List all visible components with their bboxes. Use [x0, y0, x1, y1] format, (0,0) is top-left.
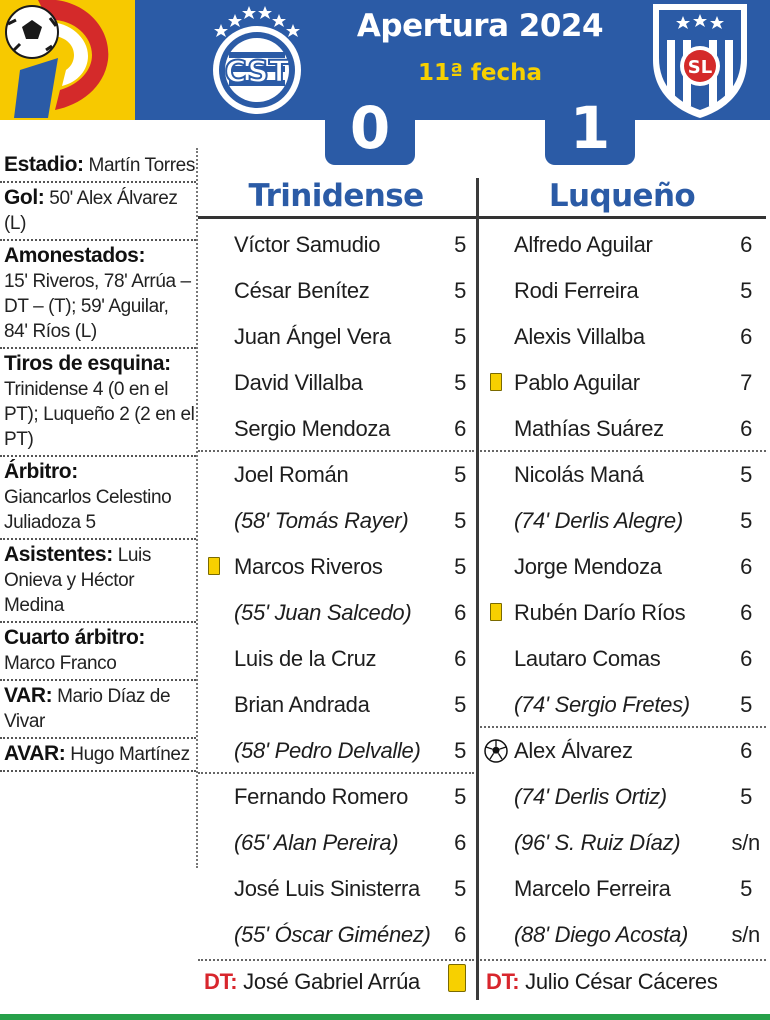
- svg-text:CST: CST: [224, 55, 290, 90]
- substitute-name: (96' S. Ruiz Díaz): [514, 830, 681, 855]
- coach-name: Julio César Cáceres: [525, 969, 718, 994]
- stat-value: Giancarlos Celestino Juliadoza 5: [4, 487, 172, 533]
- player-rating: 5: [454, 370, 466, 395]
- stat-value: 50' Alex Álvarez (L): [4, 188, 178, 234]
- stat-label: Asistentes:: [4, 543, 113, 566]
- player-rating: 5: [740, 692, 752, 717]
- lineup-row: [198, 222, 474, 268]
- stat-label: Gol:: [4, 186, 45, 209]
- substitute-name: (74' Derlis Ortiz): [514, 784, 667, 809]
- goal-ball-icon: [484, 739, 508, 763]
- player-rating: 6: [454, 646, 466, 671]
- stat-value: Martín Torres: [88, 155, 195, 176]
- player-name: Alfredo Aguilar: [514, 232, 653, 257]
- substitute-name: (88' Diego Acosta): [514, 922, 689, 947]
- player-rating: 6: [740, 416, 752, 441]
- player-name: Juan Ángel Vera: [234, 324, 391, 349]
- home-lineup: [198, 222, 474, 958]
- player-rating: 5: [740, 876, 752, 901]
- stat-label: Amonestados:: [4, 244, 146, 267]
- home-coach: [204, 964, 420, 1000]
- player-name: Jorge Mendoza: [514, 554, 662, 579]
- player-rating: 5: [740, 278, 752, 303]
- stat-label: Tiros de esquina:: [4, 352, 171, 375]
- player-name: Marcos Riveros: [234, 554, 383, 579]
- substitute-name: (65' Alan Pereira): [234, 830, 399, 855]
- lineup-row: [198, 636, 474, 682]
- round-label: 11ª fecha: [417, 60, 543, 86]
- stat-label: Árbitro:: [4, 460, 78, 483]
- lineup-row: [480, 912, 766, 958]
- tournament-title: Apertura 2024: [356, 8, 604, 44]
- stat-value: Luis Onieva y Héctor Medina: [4, 545, 151, 616]
- player-name: David Villalba: [234, 370, 363, 395]
- player-name: Joel Román: [234, 462, 349, 487]
- lineup-row: [480, 452, 766, 498]
- player-rating: 6: [454, 416, 466, 441]
- lineup-row: [198, 682, 474, 728]
- lineup-row: [198, 544, 474, 590]
- publication-logo: [0, 0, 135, 120]
- player-rating: 5: [454, 692, 466, 717]
- player-rating: 6: [740, 600, 752, 625]
- player-rating: 5: [454, 738, 466, 763]
- stat-assistants: [0, 540, 196, 623]
- home-header-rule: [198, 216, 476, 219]
- yellow-card-icon: [490, 373, 502, 391]
- lineup-row: [480, 590, 766, 636]
- away-header-rule: [479, 216, 766, 219]
- stat-value: 15' Riveros, 78' Arrúa – DT – (T); 59' Aguilar, 84' Ríos (L): [4, 271, 191, 342]
- lineup-row: [480, 544, 766, 590]
- lineup-row: [198, 314, 474, 360]
- lineup-row: [198, 912, 474, 958]
- player-rating: 6: [454, 830, 466, 855]
- match-stats: [0, 150, 196, 772]
- player-rating: 7: [740, 370, 752, 395]
- stat-label: Estadio:: [4, 153, 84, 176]
- player-name: Fernando Romero: [234, 784, 409, 809]
- player-name: Rodi Ferreira: [514, 278, 639, 303]
- away-lineup: [480, 222, 766, 958]
- stat-var: [0, 681, 196, 739]
- player-rating: 5: [454, 784, 466, 809]
- away-coach: [486, 964, 718, 1000]
- player-rating: 6: [740, 738, 752, 763]
- stat-stadium: [0, 150, 196, 183]
- lineup-row: [480, 222, 766, 268]
- player-rating: 5: [454, 324, 466, 349]
- player-rating: 5: [454, 876, 466, 901]
- lineup-row: [480, 728, 766, 774]
- lineup-row: [198, 406, 474, 452]
- player-name: Mathías Suárez: [514, 416, 664, 441]
- player-rating: 5: [454, 462, 466, 487]
- player-name: Rubén Darío Ríos: [514, 600, 686, 625]
- away-dt-rule: [480, 959, 766, 961]
- lineup-row: [198, 498, 474, 544]
- lineup-row: [480, 498, 766, 544]
- yellow-card-icon: [208, 557, 220, 575]
- home-team-name: Trinidense: [248, 178, 424, 214]
- trinidense-crest-icon: [205, 0, 309, 118]
- lineup-row: [480, 360, 766, 406]
- yellow-card-icon: [448, 964, 466, 992]
- lineup-row: [198, 268, 474, 314]
- player-rating: 5: [740, 462, 752, 487]
- player-rating: 6: [740, 232, 752, 257]
- player-rating: 6: [740, 324, 752, 349]
- logo-graphic: [0, 0, 135, 120]
- stat-corners: [0, 349, 196, 457]
- player-name: Pablo Aguilar: [514, 370, 640, 395]
- coach-label: DT:: [486, 969, 520, 994]
- stat-goal: [0, 183, 196, 241]
- lineup-row: [480, 268, 766, 314]
- stat-value: Hugo Martínez: [70, 744, 190, 765]
- substitute-name: (74' Sergio Fretes): [514, 692, 690, 717]
- footer-bar: [0, 1014, 770, 1020]
- lineup-row: [198, 866, 474, 912]
- player-name: Brian Andrada: [234, 692, 370, 717]
- lineup-row: [198, 728, 474, 774]
- stat-label: Cuarto árbitro:: [4, 626, 146, 649]
- lineup-row: [480, 636, 766, 682]
- stat-avar: [0, 739, 196, 772]
- player-name: Alexis Villalba: [514, 324, 645, 349]
- stat-value: Mario Díaz de Vivar: [4, 686, 171, 732]
- player-name: José Luis Sinisterra: [234, 876, 420, 901]
- lineup-row: [480, 820, 766, 866]
- yellow-card-icon: [490, 603, 502, 621]
- player-name: Marcelo Ferreira: [514, 876, 671, 901]
- lineup-row: [480, 866, 766, 912]
- substitute-name: (74' Derlis Alegre): [514, 508, 683, 533]
- player-rating: 5: [740, 508, 752, 533]
- player-name: Víctor Samudio: [234, 232, 381, 257]
- player-rating: 5: [454, 508, 466, 533]
- player-name: Lautaro Comas: [514, 646, 661, 671]
- stat-bookings: [0, 241, 196, 349]
- player-name: César Benítez: [234, 278, 370, 303]
- lineup-row: [198, 820, 474, 866]
- lineup-row: [198, 590, 474, 636]
- stat-label: AVAR:: [4, 742, 66, 765]
- player-name: Sergio Mendoza: [234, 416, 391, 441]
- player-rating: 5: [454, 278, 466, 303]
- lineup-row: [198, 774, 474, 820]
- substitute-name: (55' Óscar Giménez): [234, 922, 431, 947]
- home-score: 0: [325, 95, 415, 165]
- player-name: Nicolás Maná: [514, 462, 644, 487]
- substitute-name: (58' Pedro Delvalle): [234, 738, 421, 763]
- substitute-name: (58' Tomás Rayer): [234, 508, 409, 533]
- player-name: Luis de la Cruz: [234, 646, 377, 671]
- player-rating: 6: [740, 554, 752, 579]
- player-rating: 5: [454, 232, 466, 257]
- lineup-row: [480, 774, 766, 820]
- player-rating: s/n: [731, 922, 760, 947]
- stat-value: Trinidense 4 (0 en el PT); Luqueño 2 (2 en el PT): [4, 379, 195, 450]
- substitute-name: (55' Juan Salcedo): [234, 600, 412, 625]
- stat-fourth-official: [0, 623, 196, 681]
- away-score: 1: [545, 95, 635, 165]
- away-team-name: Luqueño: [548, 178, 696, 214]
- player-name: Alex Álvarez: [514, 738, 633, 763]
- lineup-row: [198, 360, 474, 406]
- coach-label: DT:: [204, 969, 238, 994]
- player-rating: 6: [454, 922, 466, 947]
- player-rating: 5: [740, 784, 752, 809]
- player-rating: 6: [740, 646, 752, 671]
- luqueno-crest-icon: [645, 0, 755, 120]
- player-rating: 5: [454, 554, 466, 579]
- lineup-row: [480, 406, 766, 452]
- stat-referee: [0, 457, 196, 540]
- teams-divider: [476, 178, 479, 1000]
- stat-value: Marco Franco: [4, 653, 117, 674]
- player-rating: 6: [454, 600, 466, 625]
- stat-label: VAR:: [4, 684, 53, 707]
- player-rating: s/n: [731, 830, 760, 855]
- lineup-row: [480, 314, 766, 360]
- home-dt-rule: [198, 959, 474, 961]
- lineup-row: [480, 682, 766, 728]
- svg-text:SL: SL: [687, 57, 713, 78]
- coach-name: José Gabriel Arrúa: [243, 969, 420, 994]
- lineup-row: [198, 452, 474, 498]
